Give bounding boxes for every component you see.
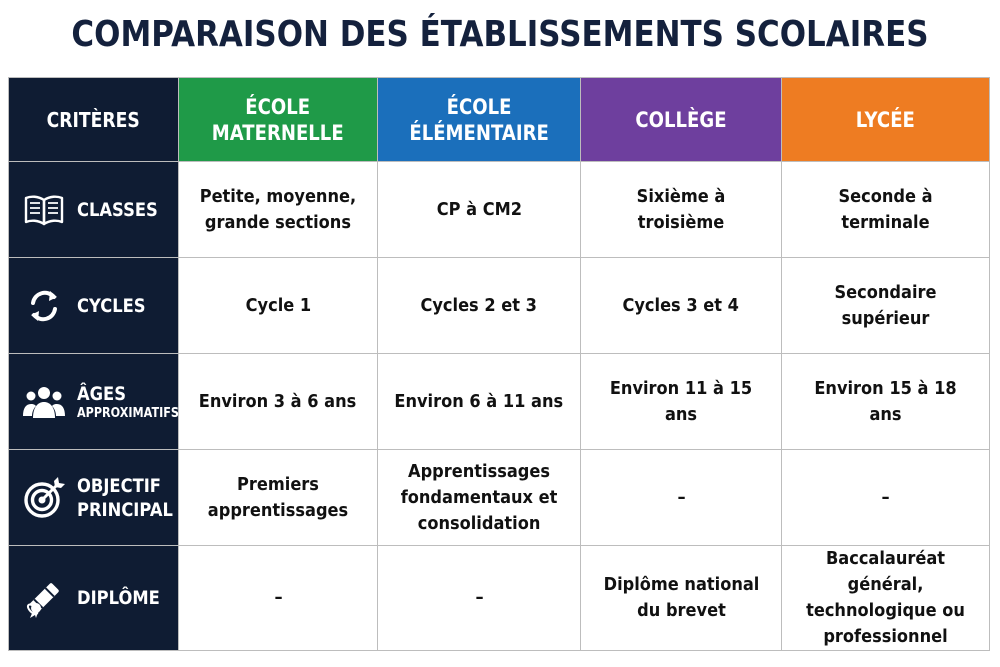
cell-ages-maternelle: Environ 3 à 6 ans [179, 354, 378, 450]
cell-classes-lycee: Seconde à terminale [782, 162, 990, 258]
cell-objectif-maternelle: Premiers apprentissages [179, 450, 378, 546]
cell-cycles-elementaire: Cycles 2 et 3 [378, 258, 581, 354]
criteria-diplome [9, 546, 179, 651]
cell-diplome-elementaire: – [378, 546, 581, 651]
criteria-cycles [9, 258, 179, 354]
page-title: COMPARAISON DES ÉTABLISSEMENTS SCOLAIRES [71, 14, 929, 55]
cell-objectif-elementaire: Apprentissages fondamentaux et consolidation [378, 450, 581, 546]
header-ecole-elementaire: ÉCOLE ÉLÉMENTAIRE [378, 78, 581, 162]
row-objectif [9, 450, 990, 546]
cell-classes-elementaire: CP à CM2 [378, 162, 581, 258]
row-diplome [9, 546, 990, 651]
header-row [9, 78, 990, 162]
criteria-ages [9, 354, 179, 450]
criteria-label [77, 474, 173, 522]
criteria-label-line1: OBJECTIF [77, 474, 161, 497]
criteria-classes [9, 162, 179, 258]
criteria-objectif [9, 450, 179, 546]
criteria-label: CLASSES [77, 198, 158, 221]
criteria-label: CYCLES [77, 294, 146, 317]
cell-objectif-college: – [581, 450, 782, 546]
cell-ages-elementaire: Environ 6 à 11 ans [378, 354, 581, 450]
people-group-icon [21, 382, 67, 422]
criteria-label-line2: PRINCIPAL [77, 498, 173, 521]
diploma-scroll-icon [21, 578, 67, 618]
criteria-label-sub: APPROXIMATIFS [77, 405, 179, 421]
row-classes [9, 162, 990, 258]
cell-ages-lycee: Environ 15 à 18 ans [782, 354, 990, 450]
header-criteria: CRITÈRES [9, 78, 179, 162]
cell-ages-college: Environ 11 à 15 ans [581, 354, 782, 450]
header-lycee: LYCÉE [782, 78, 990, 162]
criteria-label-main: ÂGES [77, 382, 126, 405]
criteria-label: DIPLÔME [77, 587, 160, 609]
cell-cycles-college: Cycles 3 et 4 [581, 258, 782, 354]
cycle-arrows-icon [21, 286, 67, 326]
criteria-label [77, 382, 179, 422]
cell-cycles-maternelle: Cycle 1 [179, 258, 378, 354]
header-ecole-maternelle: ÉCOLE MATERNELLE [179, 78, 378, 162]
cell-classes-college: Sixième à troisième [581, 162, 782, 258]
comparison-table [8, 77, 990, 651]
cell-objectif-lycee: – [782, 450, 990, 546]
row-cycles [9, 258, 990, 354]
row-ages [9, 354, 990, 450]
cell-classes-maternelle: Petite, moyenne, grande sections [179, 162, 378, 258]
cell-diplome-maternelle: – [179, 546, 378, 651]
header-college: COLLÈGE [581, 78, 782, 162]
cell-diplome-lycee: Baccalauréat général, technologique ou professionnel [782, 546, 990, 651]
open-book-icon [21, 190, 67, 230]
cell-cycles-lycee: Secondaire supérieur [782, 258, 990, 354]
target-arrow-icon [21, 478, 67, 518]
cell-diplome-college: Diplôme national du brevet [581, 546, 782, 651]
